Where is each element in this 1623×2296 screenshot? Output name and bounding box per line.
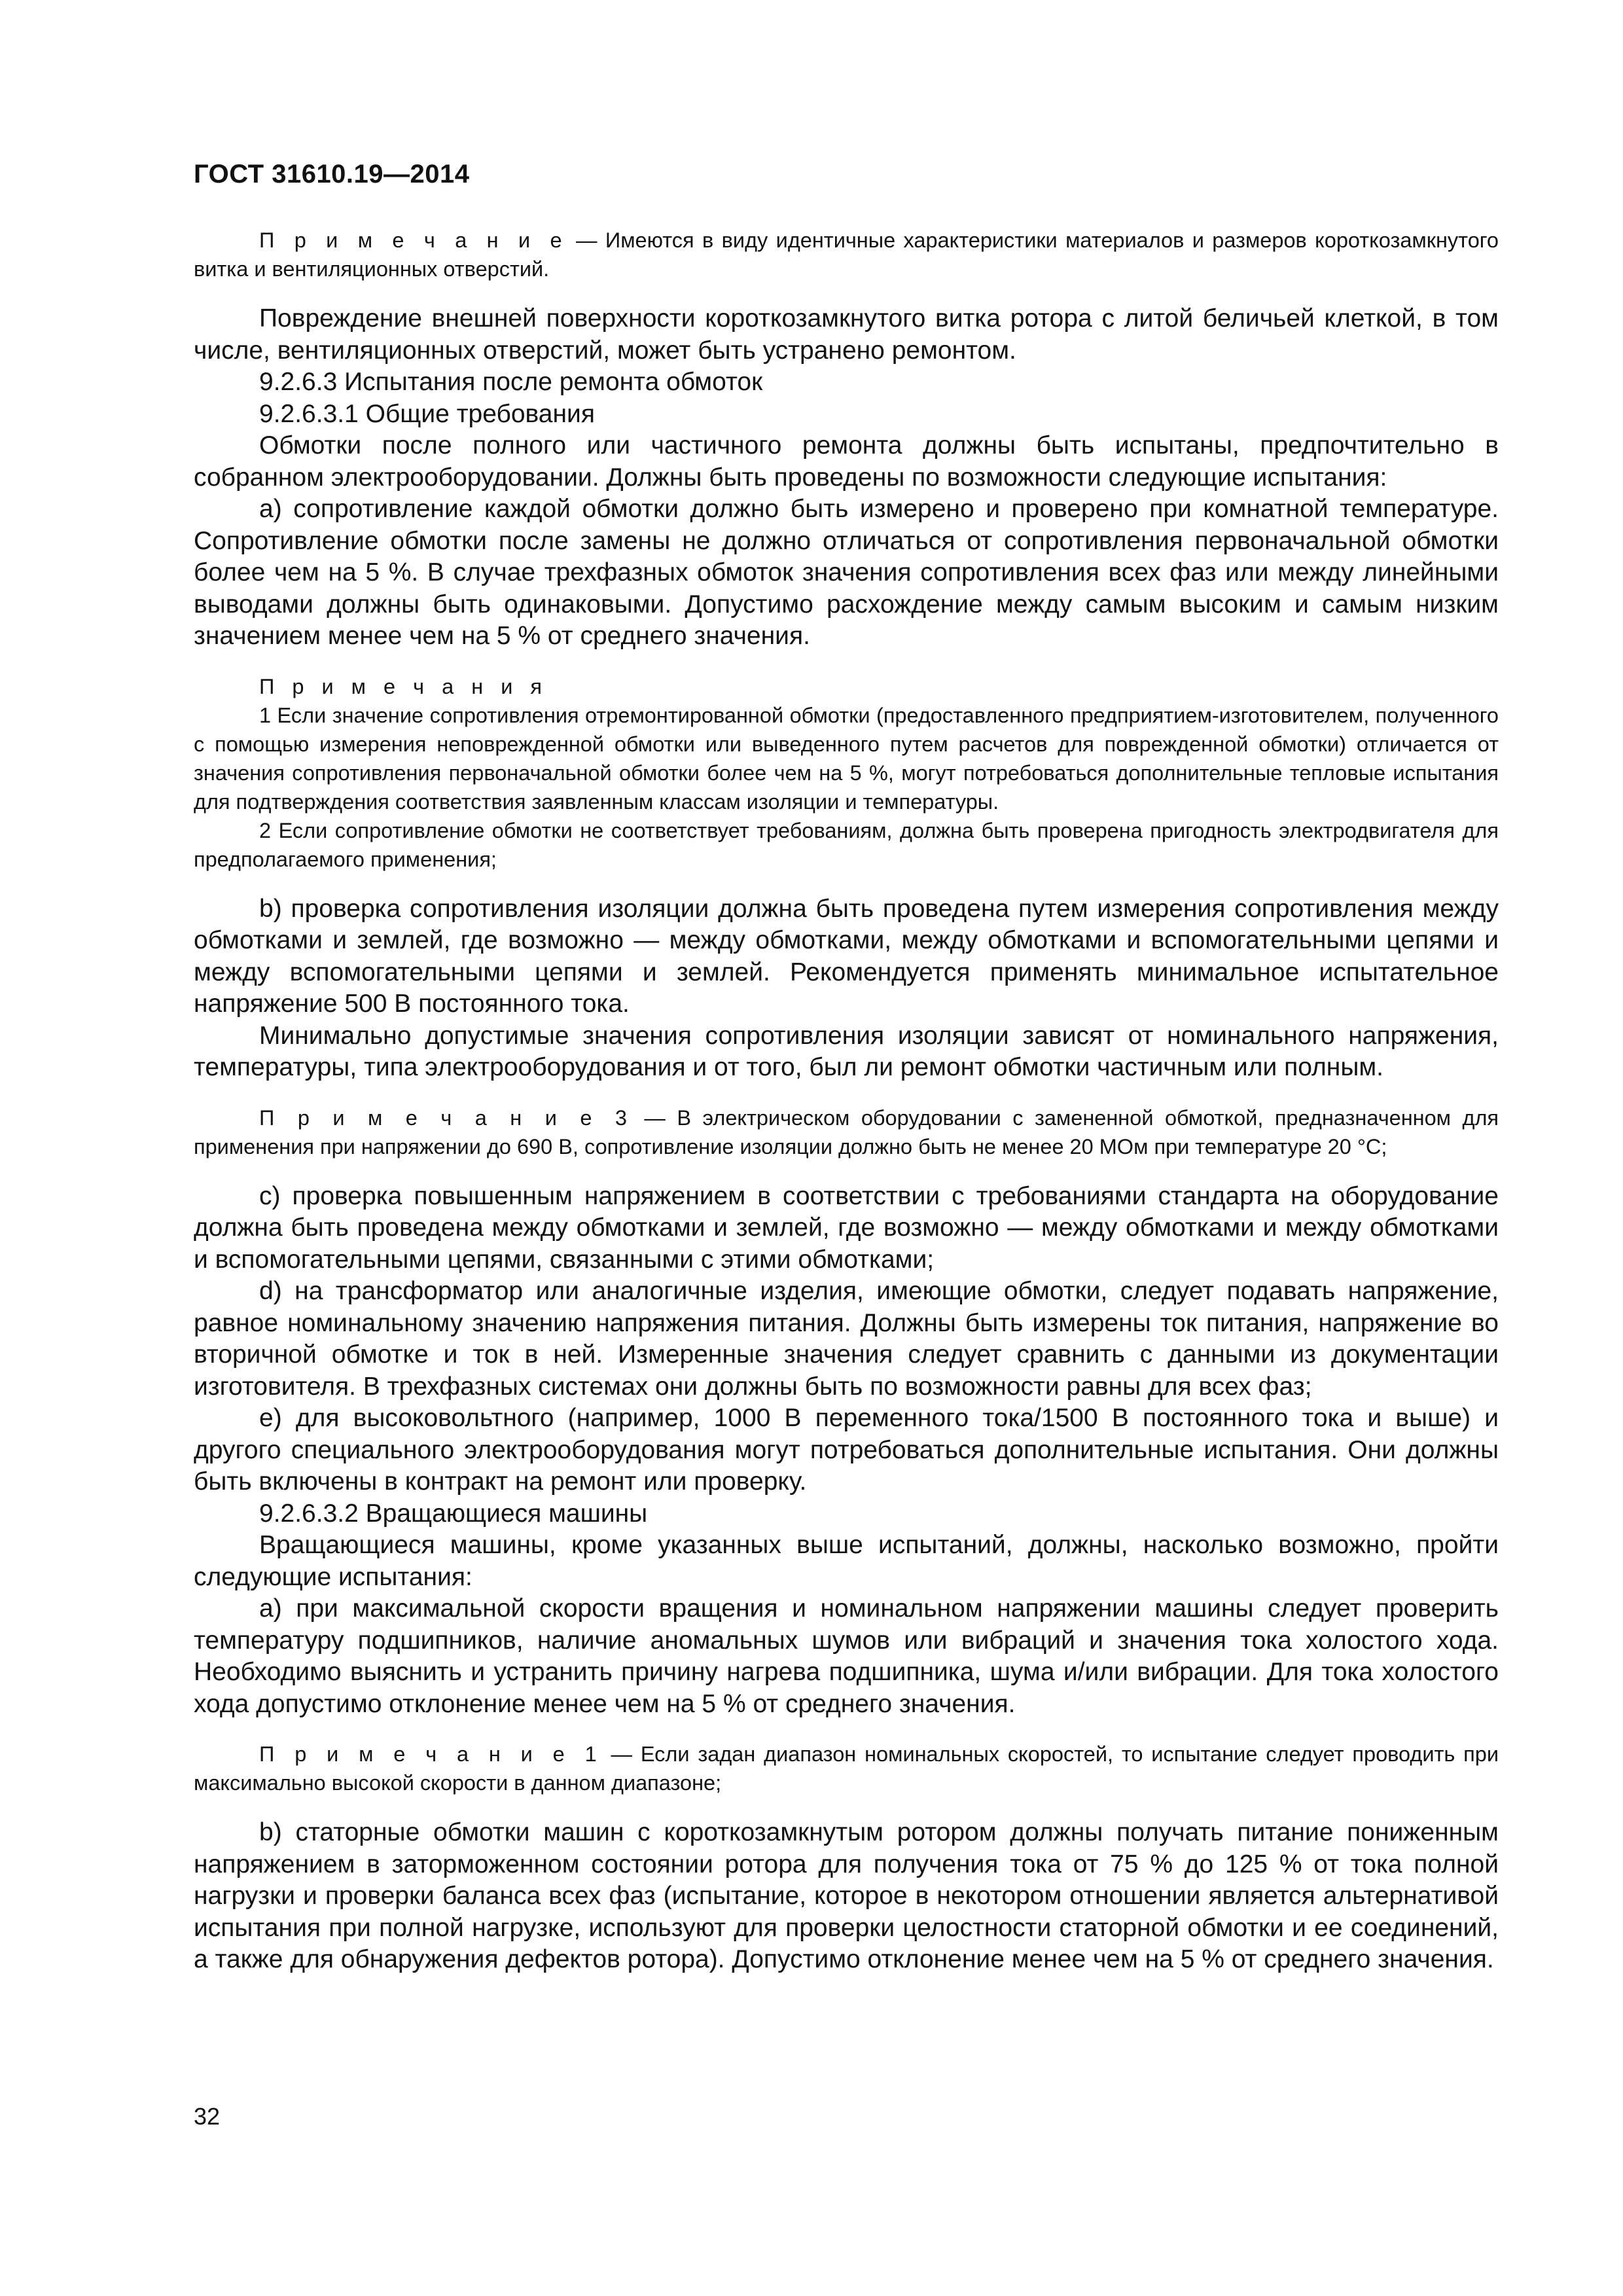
body-paragraph: Обмотки после полного или частичного ремонта должны быть испытаны, предпочтительно в собранном электрооборудовании. Должны быть проведены по возможности следующие испытания: [194, 431, 1499, 492]
page-content [194, 226, 1499, 1976]
list-item-c: с) проверка повышенным напряжением в соответствии с требованиями стандарта на оборудование должна быть проведена между обмотками и землей, где возможно — между обмотками и между обмотками и вспомогательными цепями, связанными с этими обмотками; [194, 1181, 1499, 1274]
note-paragraph [194, 226, 1499, 283]
note-label: П р и м е ч а н и е [259, 228, 568, 252]
subsection-heading: 9.2.6.3.1 Общие требования [259, 399, 595, 428]
list-item-b: b) статорные обмотки машин с короткозамкнутым ротором должны получать питание пониженным напряжением в заторможенном состоянии ротора для получения тока от 75 % до 125 % от тока полной нагрузки и проверки баланса всех фаз (испытание, которое в некотором отношении является альтернативой испытания при полной нагрузке, используют для проверки целостности статорной обмотки и ее соединений, а также для обнаружения дефектов ротора). Допустимо отклонение менее чем на 5 % от среднего значения. [194, 1818, 1499, 1973]
note-2: 2 Если сопротивление обмотки не соответствует требованиям, должна быть проверена пригодность электродвигателя для предполагаемого применения; [194, 818, 1499, 871]
note-label: П р и м е ч а н и е 1 [259, 1742, 603, 1766]
notes-heading-text: П р и м е ч а н и я [259, 674, 548, 698]
standard-header: ГОСТ 31610.19—2014 [194, 160, 470, 188]
notes-heading [194, 672, 1499, 701]
list-item-a: а) сопротивление каждой обмотки должно быть измерено и проверено при комнатной температуре. Сопротивление обмотки после замены не должно отличаться от сопротивления первоначальной обмотки более чем на 5 %. В случае трехфазных обмоток значения сопротивления всех фаз или между линейными выводами должны быть одинаковыми. Допустимо расхождение между самым высоким и самым низким значением менее чем на 5 % от среднего значения. [194, 495, 1499, 650]
note-text: — В электрическом оборудовании с замененной обмоткой, предназначенном для применения при напряжении до 690 В, сопротивление изоляции должно быть не менее 20 МОм при температуре 20 °С; [194, 1105, 1499, 1158]
note-3 [194, 1103, 1499, 1161]
note-label: П р и м е ч а н и е 3 [259, 1105, 633, 1130]
body-paragraph: Повреждение внешней поверхности короткозамкнутого витка ротора с литой беличьей клеткой, в том числе, вентиляционных отверстий, может быть устранено ремонтом. [194, 304, 1499, 365]
subsection-heading: 9.2.6.3.2 Вращающиеся машины [259, 1499, 648, 1528]
body-paragraph: Минимально допустимые значения сопротивления изоляции зависят от номинального напряжения, температуры, типа электрооборудования и от того, был ли ремонт обмотки частичным или полным. [194, 1021, 1499, 1081]
page-number: 32 [194, 2103, 221, 2130]
list-item-a: а) при максимальной скорости вращения и номинальном напряжении машины следует проверить температуру подшипников, наличие аномальных шумов или вибраций и значения тока холостого хода. Необходимо выяснить и устранить причину нагрева подшипника, шума и/или вибрации. Для тока холостого хода допустимо отклонение менее чем на 5 % от среднего значения. [194, 1594, 1499, 1718]
section-heading: 9.2.6.3 Испытания после ремонта обмоток [259, 368, 763, 396]
note-1: 1 Если значение сопротивления отремонтированной обмотки (предоставленного предприятием-изготовителем, полученного с помощью измерения неповрежденной обмотки или выведенного путем расчетов для поврежденной обмотки) отличается от значения сопротивления первоначальной обмотки более чем на 5 %, могут потребоваться дополнительные тепловые испытания для подтверждения соответствия заявленным классам изоляции и температуры. [194, 703, 1499, 814]
note-text: — Если задан диапазон номинальных скоростей, то испытание следует проводить при максимально высокой скорости в данном диапазоне; [194, 1742, 1499, 1795]
list-item-d: d) на трансформатор или аналогичные изделия, имеющие обмотки, следует подавать напряжение, равное номинальному значению напряжения питания. Должны быть измерены ток питания, напряжение во вторичной обмотке и ток в ней. Измеренные значения следует сравнить с данными из документации изготовителя. В трехфазных системах они должны быть по возможности равны для всех фаз; [194, 1277, 1499, 1401]
note-1-rotating [194, 1740, 1499, 1797]
body-paragraph: Вращающиеся машины, кроме указанных выше испытаний, должны, насколько возможно, пройти следующие испытания: [194, 1531, 1499, 1591]
list-item-b: b) проверка сопротивления изоляции должна быть проведена путем измерения сопротивления между обмотками и землей, где возможно — между обмотками, между обмотками и вспомогательными цепями и между вспомогательными цепями и землей. Рекомендуется применять минимальное испытательное напряжение 500 В постоянного тока. [194, 894, 1499, 1018]
list-item-e: е) для высоковольтного (например, 1000 В переменного тока/1500 В постоянного тока и выше) и другого специального электрооборудования могут потребоваться дополнительные испытания. Они должны быть включены в контракт на ремонт или проверку. [194, 1404, 1499, 1496]
note-text: — Имеются в виду идентичные характеристики материалов и размеров короткозамкнутого витка и вентиляционных отверстий. [194, 228, 1499, 281]
